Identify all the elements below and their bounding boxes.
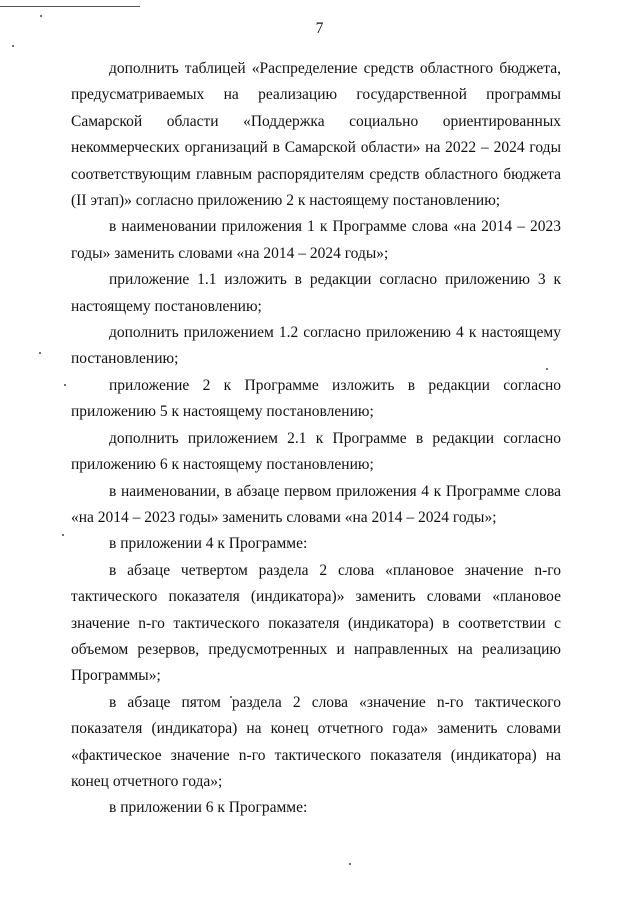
page-number: 7 [315,20,324,37]
scan-speck [12,45,14,47]
paragraph: приложение 1.1 изложить в редакции согласно приложению 3 к настоящему постановлению; [71,271,561,315]
scan-speck [349,863,351,865]
paragraph: в приложении 6 к Программе: [109,799,308,817]
scan-speck [40,15,42,17]
paragraph: дополнить приложением 1.2 согласно приложению 4 к настоящему постановлению; [71,324,561,368]
paragraph: в наименовании, в абзаце первом приложения 4 к Программе слова «на 2014 – 2023 годы» заменить словами «на 2014 – 2024 годы»; [71,482,561,526]
paragraph: в наименовании приложения 1 к Программе слова «на 2014 – 2023 годы» заменить словами «на 2014 – 2024 годы»; [71,218,561,262]
paragraph: дополнить таблицей «Распределение средств областного бюджета, предусматриваемых на реализацию государственной программы Самарской области «Поддержка социально ориентированных некоммерческих организаций в Самарской области» на 2022 – 2024 годы соответствующим главным распорядителям средств областного бюджета (II этап)» согласно приложению 2 к настоящему постановлению; [71,60,561,210]
paragraph: в абзаце пятом раздела 2 слова «значение n-го тактического показателя (индикатора) на конец отчетного года» заменить словами «фактическое значение n-го тактического показателя (индикатора) на конец отчетного года»; [71,693,561,790]
paragraph: приложение 2 к Программе изложить в редакции согласно приложению 5 к настоящему постановлению; [71,376,561,421]
scan-speck [62,534,64,536]
paragraph: дополнить приложением 2.1 к Программе в редакции согласно приложению 6 к настоящему постановлению; [71,429,561,474]
paragraph: в абзаце четвертом раздела 2 слова «плановое значение n-го тактического показателя (индикатора)» заменить словами «плановое значение n-го тактического показателя (индикатора) в соответствии с объемом резервов, предусмотренных и направленных на реализацию Программы»; [71,561,561,685]
scan-speck [64,384,66,386]
paragraph: в приложении 4 к Программе: [109,535,308,553]
scan-speck [39,352,41,354]
scan-top-rule [0,6,140,7]
document-body [71,56,561,822]
